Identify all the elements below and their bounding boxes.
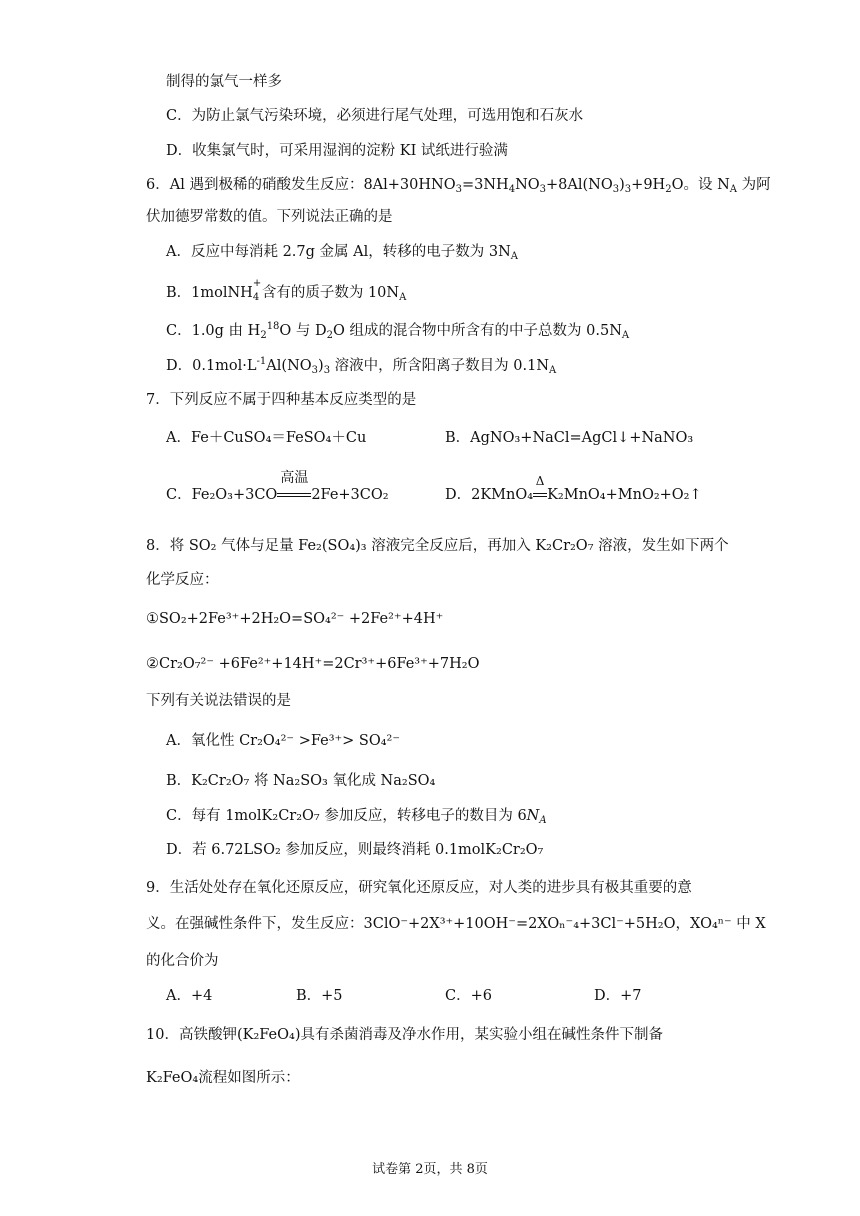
q8-stem-line1: 8．将 SO₂ 气体与足量 Fe₂(SO₄)₃ 溶液完全反应后，再加入 K₂Cr₂O₇ 溶液，发生如下两个	[146, 538, 729, 554]
q8-reaction-1: ①SO₂+2Fe³⁺+2H₂O=SO₄²⁻ +2Fe²⁺+4H⁺	[146, 611, 444, 627]
q7-option-d: D．2KMnO₄ Δ K₂MnO₄+MnO₂+O₂↑	[445, 474, 702, 503]
q6-option-a: A．反应中每消耗 2.7g 金属 Al，转移的电子数为 $3N_A$	[166, 244, 519, 262]
q8-option-d: D．若 6.72LSO₂ 参加反应，则最终消耗 0.1molK₂Cr₂O₇	[166, 842, 544, 858]
q7-option-b: B．AgNO₃+NaCl=AgCl↓+NaNO₃	[445, 430, 694, 446]
q7-option-a: A．Fe＋CuSO₄＝FeSO₄＋Cu	[166, 430, 367, 446]
q8-reaction-2: ②Cr₂O₇²⁻ +6Fe²⁺+14H⁺=2Cr³⁺+6Fe³⁺+7H₂O	[146, 656, 480, 672]
condition-arrow: 高温	[277, 485, 311, 505]
q6-option-b: B．1molNH + 4 含有的质子数为 $10N_A$	[166, 278, 407, 303]
q8-option-b: B．K₂Cr₂O₇ 将 Na₂SO₃ 氧化成 Na₂SO₄	[166, 773, 436, 789]
q7-option-c: C．Fe₂O₃+3CO 高温 2Fe+3CO₂	[166, 470, 389, 503]
q5-continuation: 制得的氯气一样多	[166, 74, 282, 90]
heat-arrow: Δ	[533, 485, 547, 505]
q9-option-d: D．+7	[594, 988, 642, 1004]
q10-stem-line1: 10．高铁酸钾(K₂FeO₄)具有杀菌消毒及净水作用，某实验小组在碱性条件下制备	[146, 1027, 663, 1043]
q9-stem-line3: 的化合价为	[146, 953, 219, 969]
q9-option-b: B．+5	[296, 988, 343, 1004]
q9-stem-line1: 9．生活处处存在氧化还原反应，研究氧化还原反应，对人类的进步具有极其重要的意	[146, 880, 692, 896]
q9-stem-line2: 义。在强碱性条件下，发生反应：3ClO⁻+2X³⁺+10OH⁻=2XOₙ⁻₄+3Cl⁻+5H₂O，XO₄ⁿ⁻ 中 X	[146, 916, 766, 932]
q8-stem-line2: 化学反应：	[146, 572, 219, 588]
q5-option-d: D．收集氯气时，可采用湿润的淀粉 KI 试纸进行验满	[166, 143, 508, 159]
page-footer: 试卷第 2页，共 8页	[372, 1162, 488, 1177]
q6-option-d: D．$0.1mol\cdot L^{-1}Al(NO_3)_3$ 溶液中，所含阳离子数目为 $0.1N_A$	[166, 356, 557, 376]
q8-stem-line3: 下列有关说法错误的是	[146, 693, 291, 709]
q8-option-a: A．氧化性 Cr₂O₄²⁻ >Fe³⁺> SO₄²⁻	[166, 733, 401, 749]
q6-stem-line1: 6．Al 遇到极稀的硝酸发生反应：$8Al+30HNO_3=3NH_4NO_3+8Al(NO_3)_3+9H_2O$。设 $N_A$ 为阿	[146, 177, 771, 195]
q6-option-c: C．1.0g 由 $H_2^{18}O$ 与 $D_2O$ 组成的混合物中所含有的中子总数为 $0.5N_A$	[166, 321, 630, 341]
q6-stem-line2: 伏加德罗常数的值。下列说法正确的是	[146, 209, 393, 225]
q5-option-c: C．为防止氯气污染环境，必须进行尾气处理，可选用饱和石灰水	[166, 108, 584, 124]
q10-stem-line2: K₂FeO₄流程如图所示：	[146, 1070, 300, 1086]
q7-stem: 7．下列反应不属于四种基本反应类型的是	[146, 392, 417, 408]
q9-option-a: A．+4	[166, 988, 213, 1004]
q9-equation: 3ClO⁻+2X³⁺+10OH⁻=2XOₙ⁻₄+3Cl⁻+5H₂O	[363, 916, 676, 932]
q9-option-c: C．+6	[445, 988, 492, 1004]
q8-option-c: C．每有 1molK₂Cr₂O₇ 参加反应，转移电子的数目为 $6N_A$	[166, 808, 547, 826]
